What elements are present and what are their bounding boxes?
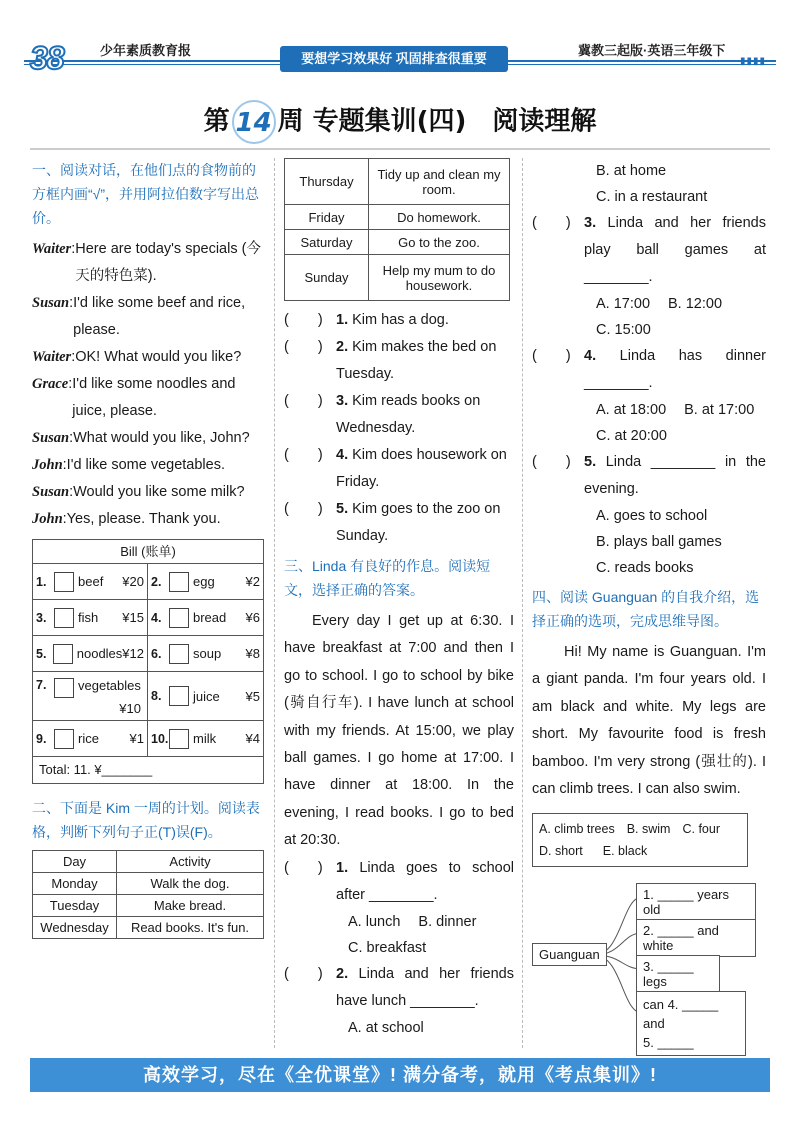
table-row: [285, 230, 510, 255]
question-body: Kim goes to the zoo on Sunday.: [336, 501, 501, 544]
option[interactable]: A. 17:00: [596, 296, 651, 312]
question-text: [584, 449, 766, 503]
item-number: 7.: [36, 678, 47, 692]
choice-questions-part1: [284, 855, 514, 1041]
mind-map-branch: 3. _____ legs: [636, 955, 720, 993]
column-1: [32, 158, 266, 939]
section-4-heading: 四、阅读 Guanguan 的自我介绍，选择正确的选项，完成思维导图。: [532, 589, 760, 629]
bill-cell: [33, 636, 148, 671]
mc-options: [532, 397, 766, 449]
colon: :: [68, 376, 73, 392]
colon: :: [62, 457, 67, 473]
question-number: 1.: [336, 859, 349, 876]
checkbox[interactable]: [169, 644, 189, 664]
tf-question: [284, 496, 514, 550]
dialogue-line: [32, 452, 266, 479]
item-name: vegetables: [78, 678, 141, 693]
footer-banner: 高效学习，尽在《全优课堂》! 满分备考，就用《考点集训》!: [30, 1058, 770, 1092]
checkbox[interactable]: [54, 678, 74, 698]
question-number: 2.: [336, 965, 349, 982]
mind-map: [532, 877, 766, 1051]
schedule-table-continued: [284, 158, 510, 301]
question-body: Linda ________ in the evening.: [584, 454, 766, 497]
section-3-heading: 三、Linda 有良好的作息。阅读短文，选择正确的答案。: [284, 558, 491, 598]
page-number: 38: [30, 40, 64, 76]
question-number: 5.: [336, 501, 349, 517]
table-header-row: [33, 851, 264, 873]
option-line: [539, 840, 741, 862]
dialogue-text: I'd like some beef and rice, please.: [73, 295, 246, 338]
checkbox[interactable]: [169, 572, 189, 592]
question-number: 4.: [336, 447, 349, 463]
mc-question: [532, 343, 766, 397]
item-price: ¥2: [245, 574, 260, 589]
colon: :: [62, 511, 67, 527]
bill-cell: [33, 600, 148, 635]
question-body: Kim reads books on Wednesday.: [336, 393, 481, 436]
tf-question: [284, 307, 514, 334]
answer-blank[interactable]: ( ): [284, 501, 323, 517]
speaker-name: John: [32, 511, 63, 527]
title-prefix: 第: [203, 106, 230, 137]
item-number: 9.: [36, 731, 47, 746]
item-price: ¥8: [245, 646, 260, 661]
question-body: Kim makes the bed on Tuesday.: [336, 339, 497, 382]
question-text: [336, 307, 514, 334]
tf-question: [284, 442, 514, 496]
colon: :: [71, 349, 76, 365]
question-text: [336, 855, 514, 909]
checkbox[interactable]: [54, 608, 74, 628]
question-number: 2.: [336, 339, 349, 355]
item-number: 2.: [151, 574, 162, 589]
mind-map-branch: 1. _____ years old: [636, 883, 756, 921]
dialogue-text: What would you like, John?: [73, 430, 250, 446]
newspaper-name: 少年素质教育报: [100, 43, 192, 58]
option[interactable]: C. in a restaurant: [596, 189, 708, 205]
dialogue: [32, 236, 266, 533]
table-row: [285, 159, 510, 205]
title-text: 周 专题集训(四) 阅读理解: [277, 106, 597, 137]
mind-map-option: A. climb trees: [539, 822, 615, 837]
bill-cell: [148, 636, 263, 671]
item-number: 8.: [151, 689, 162, 703]
option[interactable]: A. lunch: [348, 913, 401, 930]
tf-question: [284, 388, 514, 442]
activity-cell: Read books. It's fun.: [117, 917, 264, 939]
option-box: [532, 813, 748, 867]
answer-blank[interactable]: ( ): [532, 215, 571, 231]
option[interactable]: B. at 17:00: [684, 402, 755, 418]
day-cell: Saturday: [285, 230, 369, 255]
branch-line-b: 5. _____: [643, 1035, 694, 1051]
mc-options: [532, 158, 766, 210]
option-line: [539, 818, 741, 840]
bill-total: Total: 11. ¥_______: [39, 762, 153, 777]
activity-cell: Do homework.: [369, 205, 510, 230]
choice-questions-part2: [532, 158, 766, 581]
mind-map-branch: [636, 991, 746, 1056]
option[interactable]: C. 15:00: [596, 322, 651, 338]
answer-blank[interactable]: ( ): [284, 393, 323, 409]
bill-cell: [33, 721, 148, 756]
item-name: bread: [193, 610, 227, 625]
item-name: soup: [193, 646, 222, 661]
option-line: [596, 397, 766, 423]
linda-passage: Every day I get up at 6:30. I have breakfast at 7:00 and then I go to school. I go to school by bike (骑自行车). I have lunch at school with my friends. At 15:00, we play ball games. I go home at 17:00. I have dinner at 18:00. In the evening, I read books. I go to bed at 20:30.: [284, 613, 514, 849]
item-name: beef: [78, 574, 104, 589]
speaker-name: Susan: [32, 484, 70, 500]
bill-cell: [148, 600, 263, 635]
dialogue-line: [32, 290, 266, 344]
answer-blank[interactable]: ( ): [284, 859, 323, 876]
page-title: [0, 100, 800, 144]
option[interactable]: B. 12:00: [668, 296, 723, 312]
bill-cell: [33, 672, 148, 720]
activity-cell: Tidy up and clean my room.: [369, 159, 510, 205]
question-text: [584, 343, 766, 397]
bill-row: [33, 721, 263, 757]
column-divider: [274, 158, 275, 1048]
question-body: Linda and her friends have lunch ________.: [336, 965, 514, 1009]
question-text: [336, 496, 514, 550]
item-name: rice: [78, 731, 99, 746]
section-2-heading: 二、下面是 Kim 一周的计划。阅读表格，判断下列句子正(T)误(F)。: [32, 800, 260, 840]
item-price: ¥20: [122, 574, 144, 589]
dialogue-text: I'd like some vegetables.: [66, 457, 225, 473]
item-price: ¥1: [129, 731, 144, 746]
bill-cell: [33, 564, 148, 599]
checkbox[interactable]: [169, 608, 189, 628]
item-number: 6.: [151, 646, 162, 661]
mc-question: [284, 855, 514, 909]
bill-row: [33, 600, 263, 636]
mc-question: [284, 961, 514, 1015]
dialogue-line: [32, 371, 266, 425]
item-name: milk: [193, 731, 217, 746]
option[interactable]: B. at home: [596, 163, 667, 179]
dialogue-line: [32, 344, 266, 371]
activity-cell: Go to the zoo.: [369, 230, 510, 255]
question-number: 1.: [336, 312, 349, 328]
section-1-heading: 一、阅读对话，在他们点的食物前的方框内画“√”，并用阿拉伯数字写出总价。: [32, 162, 260, 226]
title-divider: [30, 148, 770, 150]
question-text: [336, 961, 514, 1015]
option[interactable]: A. goes to school: [596, 508, 708, 524]
colon: :: [71, 241, 76, 257]
mc-options: [532, 503, 766, 581]
option[interactable]: B. dinner: [418, 913, 477, 930]
question-body: Kim has a dog.: [352, 312, 449, 328]
table-row: [285, 205, 510, 230]
dialogue-line: [32, 479, 266, 506]
mc-options: [284, 909, 514, 961]
item-name: juice: [193, 688, 220, 704]
option[interactable]: C. breakfast: [348, 939, 427, 956]
mind-map-center: Guanguan: [532, 943, 607, 966]
bill-cell: [148, 721, 263, 756]
dialogue-line: [32, 236, 266, 290]
answer-blank[interactable]: ( ): [284, 447, 323, 463]
table-row: [285, 255, 510, 301]
option[interactable]: B. plays ball games: [596, 534, 722, 550]
tf-question: [284, 334, 514, 388]
day-cell: Sunday: [285, 255, 369, 301]
option-line: [596, 291, 766, 317]
bill-row: [33, 672, 263, 721]
speaker-name: Waiter: [32, 349, 72, 365]
column-divider: [522, 158, 523, 1048]
checkbox[interactable]: [169, 686, 189, 706]
item-number: 10.: [151, 731, 169, 746]
activity-cell: Make bread.: [117, 895, 264, 917]
edition-label: 冀教三起版·英语三年级下: [578, 43, 726, 58]
question-text: [336, 334, 514, 388]
option-line: [348, 909, 514, 935]
item-name: egg: [193, 574, 215, 589]
day-cell: Monday: [33, 873, 117, 895]
bill-row: [33, 636, 263, 672]
checkbox[interactable]: [53, 644, 73, 664]
answer-blank[interactable]: ( ): [284, 339, 323, 355]
table-row: [33, 917, 264, 939]
dialogue-line: [32, 506, 266, 533]
question-text: [336, 388, 514, 442]
guanguan-passage: Hi! My name is Guanguan. I'm a giant panda. I'm four years old. I am black and white. My legs are short. My favourite food is fresh bamboo. I'm very strong (强壮的). I can climb trees. I can also swim.: [532, 644, 766, 798]
mc-options: [532, 291, 766, 343]
item-price: ¥4: [245, 731, 260, 746]
question-body: Linda and her friends play ball games at ________.: [584, 215, 766, 285]
day-cell: Tuesday: [33, 895, 117, 917]
true-false-questions: [284, 307, 514, 550]
answer-blank[interactable]: ( ): [532, 348, 571, 364]
dialogue-text: Yes, please. Thank you.: [66, 511, 221, 527]
column-3: [532, 158, 766, 1051]
dialogue-text: Would you like some milk?: [73, 484, 245, 500]
question-text: [584, 210, 766, 291]
question-body: Linda has dinner ________.: [584, 348, 766, 391]
column-header: Day: [33, 851, 117, 873]
colon: :: [69, 484, 74, 500]
bill-cell: [148, 672, 263, 720]
day-cell: Friday: [285, 205, 369, 230]
dialogue-text: I'd like some noodles and juice, please.: [72, 376, 236, 419]
checkbox[interactable]: [54, 729, 74, 749]
answer-blank[interactable]: ( ): [284, 312, 323, 328]
item-number: 5.: [36, 646, 47, 661]
checkbox[interactable]: [54, 572, 74, 592]
item-price: ¥12: [122, 646, 144, 661]
item-number: 3.: [36, 610, 47, 625]
mind-map-branch: 2. _____ and white: [636, 919, 756, 957]
mind-map-option: D. short: [539, 844, 583, 859]
question-text: [336, 442, 514, 496]
activity-cell: Walk the dog.: [117, 873, 264, 895]
activity-cell: Help my mum to do housework.: [369, 255, 510, 301]
week-number-badge: 14: [232, 100, 276, 144]
decorative-bars-icon: ▮▮▮▮: [740, 56, 767, 67]
question-body: Linda goes to school after ________.: [336, 859, 515, 903]
speaker-name: Grace: [32, 376, 69, 392]
bill-table: [32, 539, 264, 784]
colon: :: [69, 430, 74, 446]
branch-line-a: can 4. _____ and: [643, 997, 719, 1032]
speaker-name: John: [32, 457, 63, 473]
option[interactable]: A. at school: [348, 1019, 424, 1036]
schedule-table: [32, 850, 264, 939]
mc-question: [532, 210, 766, 291]
option[interactable]: C. at 20:00: [596, 428, 667, 444]
day-cell: Thursday: [285, 159, 369, 205]
answer-blank[interactable]: ( ): [284, 965, 323, 982]
dialogue-text: Here are today's specials (今天的特色菜).: [75, 241, 261, 284]
bill-title: Bill (账单): [33, 540, 263, 564]
bill-cell: [148, 564, 263, 599]
speaker-name: Susan: [32, 430, 70, 446]
item-price: ¥10: [119, 701, 141, 716]
item-price: ¥5: [245, 688, 260, 704]
question-body: Kim does housework on Friday.: [336, 447, 507, 490]
mind-map-option: C. four: [682, 822, 720, 837]
column-2: [284, 158, 514, 1041]
question-number: 5.: [584, 454, 597, 470]
dialogue-text: OK! What would you like?: [75, 349, 242, 365]
question-number: 4.: [584, 348, 597, 364]
mc-options: [284, 1015, 514, 1041]
item-number: 4.: [151, 610, 162, 625]
checkbox[interactable]: [169, 729, 189, 749]
question-number: 3.: [336, 393, 349, 409]
item-number: 1.: [36, 574, 47, 589]
table-row: [33, 895, 264, 917]
header-slogan: 要想学习效果好 巩固排查很重要: [280, 46, 508, 72]
item-price: ¥15: [122, 610, 144, 625]
dialogue-line: [32, 425, 266, 452]
question-number: 3.: [584, 215, 597, 231]
option[interactable]: A. at 18:00: [596, 402, 667, 418]
item-price: ¥6: [245, 610, 260, 625]
mc-question: [532, 449, 766, 503]
item-name: noodles: [76, 646, 123, 661]
item-name: fish: [78, 610, 99, 625]
colon: :: [69, 295, 74, 311]
speaker-name: Waiter: [32, 241, 72, 257]
option[interactable]: C. reads books: [596, 560, 694, 576]
table-row: [33, 873, 264, 895]
answer-blank[interactable]: ( ): [532, 454, 571, 470]
mind-map-option: B. swim: [626, 822, 671, 837]
day-cell: Wednesday: [33, 917, 117, 939]
bill-row: [33, 564, 263, 600]
mind-map-option: E. black: [602, 844, 648, 859]
speaker-name: Susan: [32, 295, 70, 311]
column-header: Activity: [117, 851, 264, 873]
